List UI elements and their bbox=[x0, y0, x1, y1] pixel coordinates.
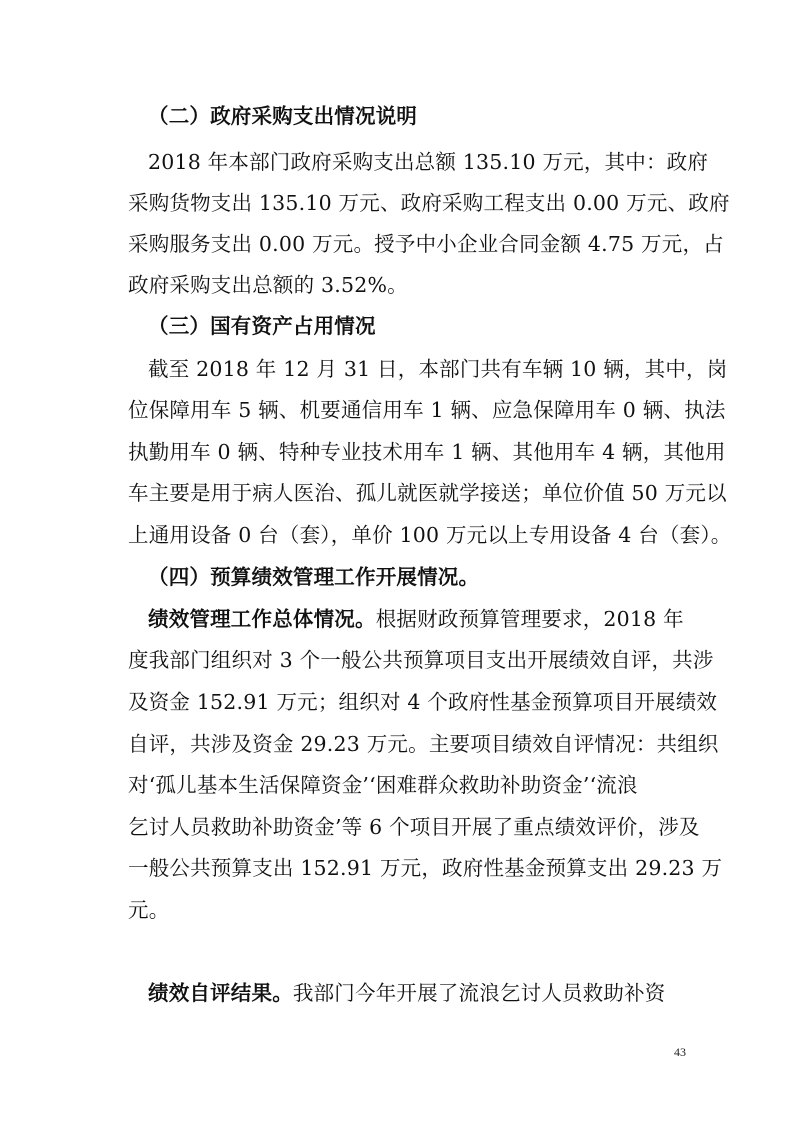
paragraph-lead: 绩效自评结果。 bbox=[148, 981, 293, 1005]
paragraph-line bbox=[148, 983, 718, 1004]
paragraph-line: 上通用设备 0 台（套），单价 100 万元以上专用设备 4 台（套）。 bbox=[128, 523, 732, 547]
paragraph-line: 对‘孤儿基本生活保障资金’‘困难群众救助补助资金’‘流浪 bbox=[128, 773, 638, 797]
paragraph-line: 自评，共涉及资金 29.23 万元。主要项目绩效自评情况：共组织 bbox=[128, 732, 719, 756]
paragraph-line: 2018 年本部门政府采购支出总额 135.10 万元，其中：政府 bbox=[148, 150, 709, 174]
section-heading-assets: （三）国有资产占用情况 bbox=[148, 314, 376, 338]
page-number: 43 bbox=[674, 1045, 686, 1059]
paragraph-line: 及资金 152.91 万元；组织对 4 个政府性基金预算项目开展绩效 bbox=[128, 690, 718, 714]
paragraph-line: 车主要是用于病人医治、孤儿就医就学接送；单位价值 50 万元以 bbox=[128, 481, 727, 505]
paragraph-lead: 绩效管理工作总体情况。 bbox=[148, 607, 376, 631]
paragraph-text: 我部门今年开展了流浪乞讨人员救助补资 bbox=[292, 981, 666, 1005]
section-heading-performance: （四）预算绩效管理工作开展情况。 bbox=[148, 565, 480, 589]
paragraph-line: 乞讨人员救助补助资金’等 6 个项目开展了重点绩效评价，涉及 bbox=[128, 815, 700, 839]
paragraph-line: 元。 bbox=[128, 898, 170, 922]
paragraph-line: 位保障用车 5 辆、机要通信用车 1 辆、应急保障用车 0 辆、执法 bbox=[128, 398, 726, 422]
paragraph-line: 度我部门组织对 3 个一般公共预算项目支出开展绩效自评，共涉 bbox=[128, 648, 714, 672]
paragraph-line: 执勤用车 0 辆、特种专业技术用车 1 辆、其他用车 4 辆，其他用 bbox=[128, 440, 726, 464]
paragraph-line: 政府采购支出总额的 3.52%。 bbox=[128, 273, 408, 297]
paragraph-text: 根据财政预算管理要求，2018 年 bbox=[375, 607, 684, 631]
paragraph-line bbox=[148, 609, 718, 630]
paragraph-line: 采购服务支出 0.00 万元。授予中小企业合同金额 4.75 万元，占 bbox=[128, 232, 724, 256]
paragraph-line: 截至 2018 年 12 月 31 日，本部门共有车辆 10 辆，其中，岗 bbox=[148, 357, 728, 381]
paragraph-line: 采购货物支出 135.10 万元、政府采购工程支出 0.00 万元、政府 bbox=[128, 191, 730, 215]
paragraph-line: 一般公共预算支出 152.91 万元，政府性基金预算支出 29.23 万 bbox=[128, 856, 723, 880]
section-heading-procurement: （二）政府采购支出情况说明 bbox=[148, 104, 418, 128]
